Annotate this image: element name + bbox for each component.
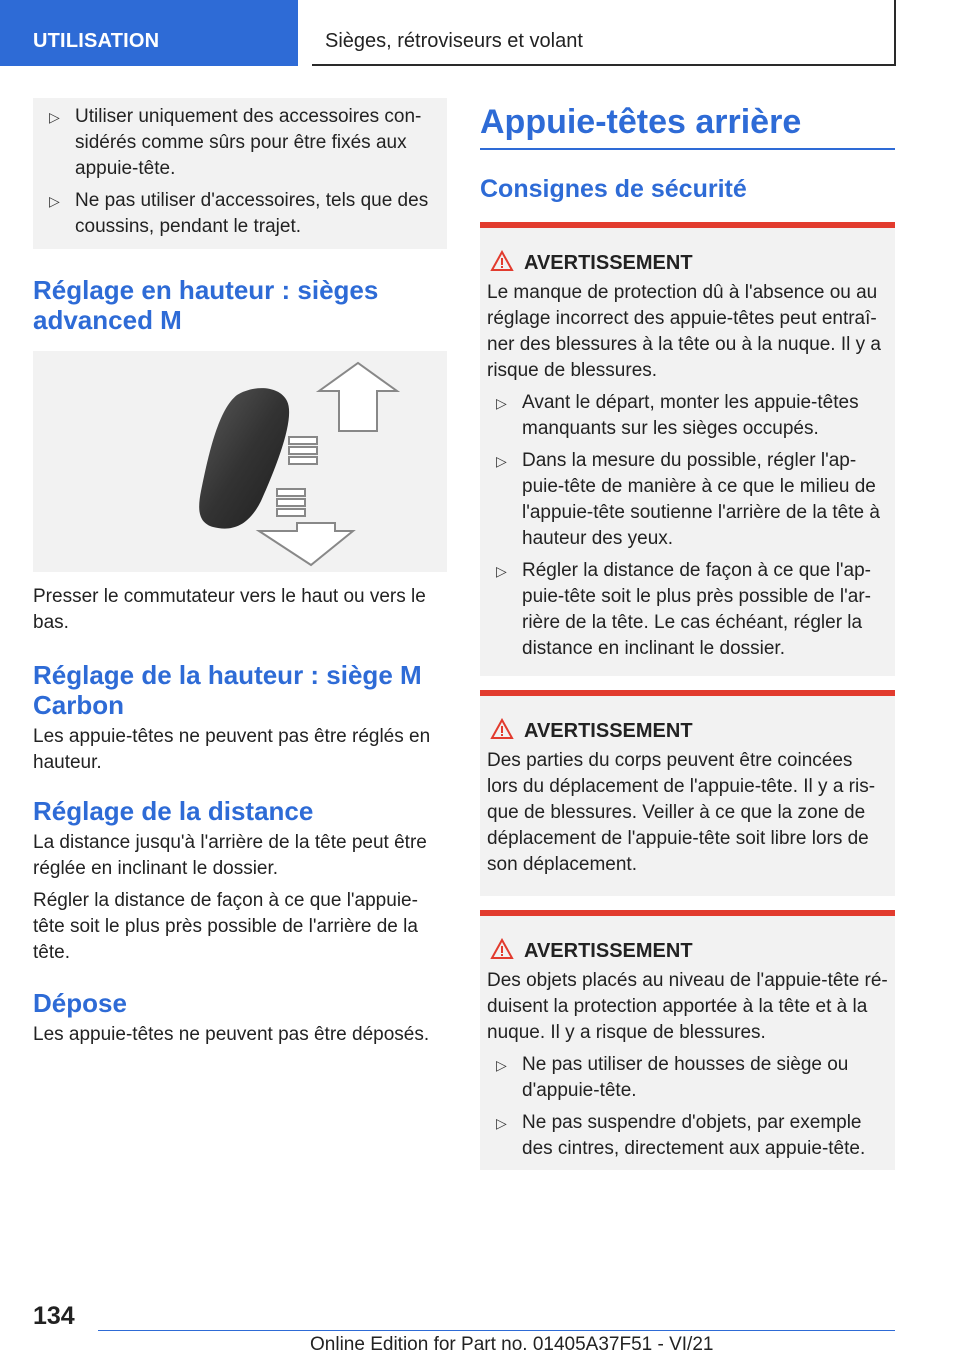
page-number: 134 [33,1302,75,1330]
right-column [480,98,895,1170]
warning-title-text: AVERTISSEMENT [524,720,693,742]
list-item [33,98,447,182]
list-item-text: Ne pas suspendre d'objets, par exemple des cintres, directement aux appuie-tête. [522,1112,866,1159]
triangle-bullet-icon: ▷ [496,395,507,411]
paragraph-distance-1: La distance jusqu'à l'arrière de la tête peut être réglée en inclinant le dossier. [33,832,427,879]
paragraph-distance-2: Régler la distance de façon à ce que l'appuie-tête soit le plus près possible de l'arrière de la tête. [33,890,418,963]
list-item-text: Utiliser uniquement des accessoires con‐sidérés comme sûrs pour être fixés aux appuie-tête. [75,106,422,179]
triangle-bullet-icon: ▷ [49,109,60,125]
warning-title [480,718,895,744]
triangle-bullet-icon: ▷ [496,1115,507,1131]
heading-safety: Consignes de sécurité [480,175,747,203]
header-chapter-label: Sièges, rétroviseurs et volant [325,30,583,52]
header-chapter-tab [312,0,896,66]
heading-underline [480,148,895,150]
warning-triangle-icon [490,250,514,272]
warning-box [480,910,895,1170]
list-item [480,448,895,552]
headrest-switch-icon [33,351,447,572]
warning-box [480,690,895,896]
list-item [480,390,895,442]
list-item-text: Dans la mesure du possible, régler l'ap‐puie-tête de manière à ce que le milieu de l'appuie-tête soutienne l'arrière de la tête à hauteur des yeux. [522,450,880,549]
list-item-text: Régler la distance de façon à ce que l'ap‐puie-tête soit le plus près possible de l'ar‐rière de la tête. Le cas échéant, régler la distance en inclinant le dossier. [522,560,872,659]
heading-height-carbon: Réglage de la hauteur : siège M Carbon [33,660,422,720]
triangle-bullet-icon: ▷ [496,1057,507,1073]
paragraph-depose: Les appuie-têtes ne peuvent pas être déposés. [33,1024,430,1045]
header-section-label: UTILISATION [33,30,160,52]
list-item-text: Ne pas utiliser de housses de siège ou d'appuie-tête. [522,1054,849,1101]
triangle-bullet-icon: ▷ [496,563,507,579]
accessories-note [33,98,447,249]
triangle-bullet-icon: ▷ [49,193,60,209]
warning-text: Le manque de protection dû à l'absence ou au réglage incorrect des appuie-têtes peut entraî‐ner des blessures à la tête ou à la nuque. Il y a risque de blessures. [487,282,881,381]
header-section-tab [0,0,298,66]
paragraph-press-switch: Presser le commutateur vers le haut ou vers le bas. [33,586,426,633]
warning-title-text: AVERTISSEMENT [524,252,693,274]
list-item [480,1052,895,1104]
paragraph-carbon: Les appuie-têtes ne peuvent pas être réglés en hauteur. [33,726,431,773]
warning-triangle-icon [490,938,514,960]
heading-rear-headrests: Appuie-têtes arrière [480,103,802,141]
footer-edition: Online Edition for Part no. 01405A37F51 - VI/21 [310,1334,714,1355]
warning-box [480,222,895,676]
heading-distance: Réglage de la distance [33,796,314,826]
warning-title [480,938,895,964]
warning-text: Des parties du corps peuvent être coincées lors du déplacement de l'appuie-tête. Il y a ris‐que de blessures. Veiller à ce que la zone de déplacement de l'appuie-tête soit libre lors de son déplacement. [487,750,876,875]
list-item-text: Avant le départ, monter les appuie-têtes manquants sur les sièges occupés. [522,392,859,439]
list-item [480,1110,895,1162]
list-item [33,188,447,240]
warning-text: Des objets placés au niveau de l'appuie-tête ré‐duisent la protection apportée à la tête et à la nuque. Il y a risque de blessures. [487,970,888,1043]
warning-title [480,250,895,276]
warning-triangle-icon [490,718,514,740]
footer-divider [98,1330,895,1331]
heading-height-advanced: Réglage en hauteur : sièges advanced M [33,275,379,335]
triangle-bullet-icon: ▷ [496,453,507,469]
left-column [33,98,447,1048]
list-item-text: Ne pas utiliser d'accessoires, tels que des coussins, pendant le trajet. [75,190,429,237]
heading-depose: Dépose [33,988,127,1018]
list-item [480,558,895,662]
warning-title-text: AVERTISSEMENT [524,940,693,962]
headrest-switch-illustration [33,351,447,572]
